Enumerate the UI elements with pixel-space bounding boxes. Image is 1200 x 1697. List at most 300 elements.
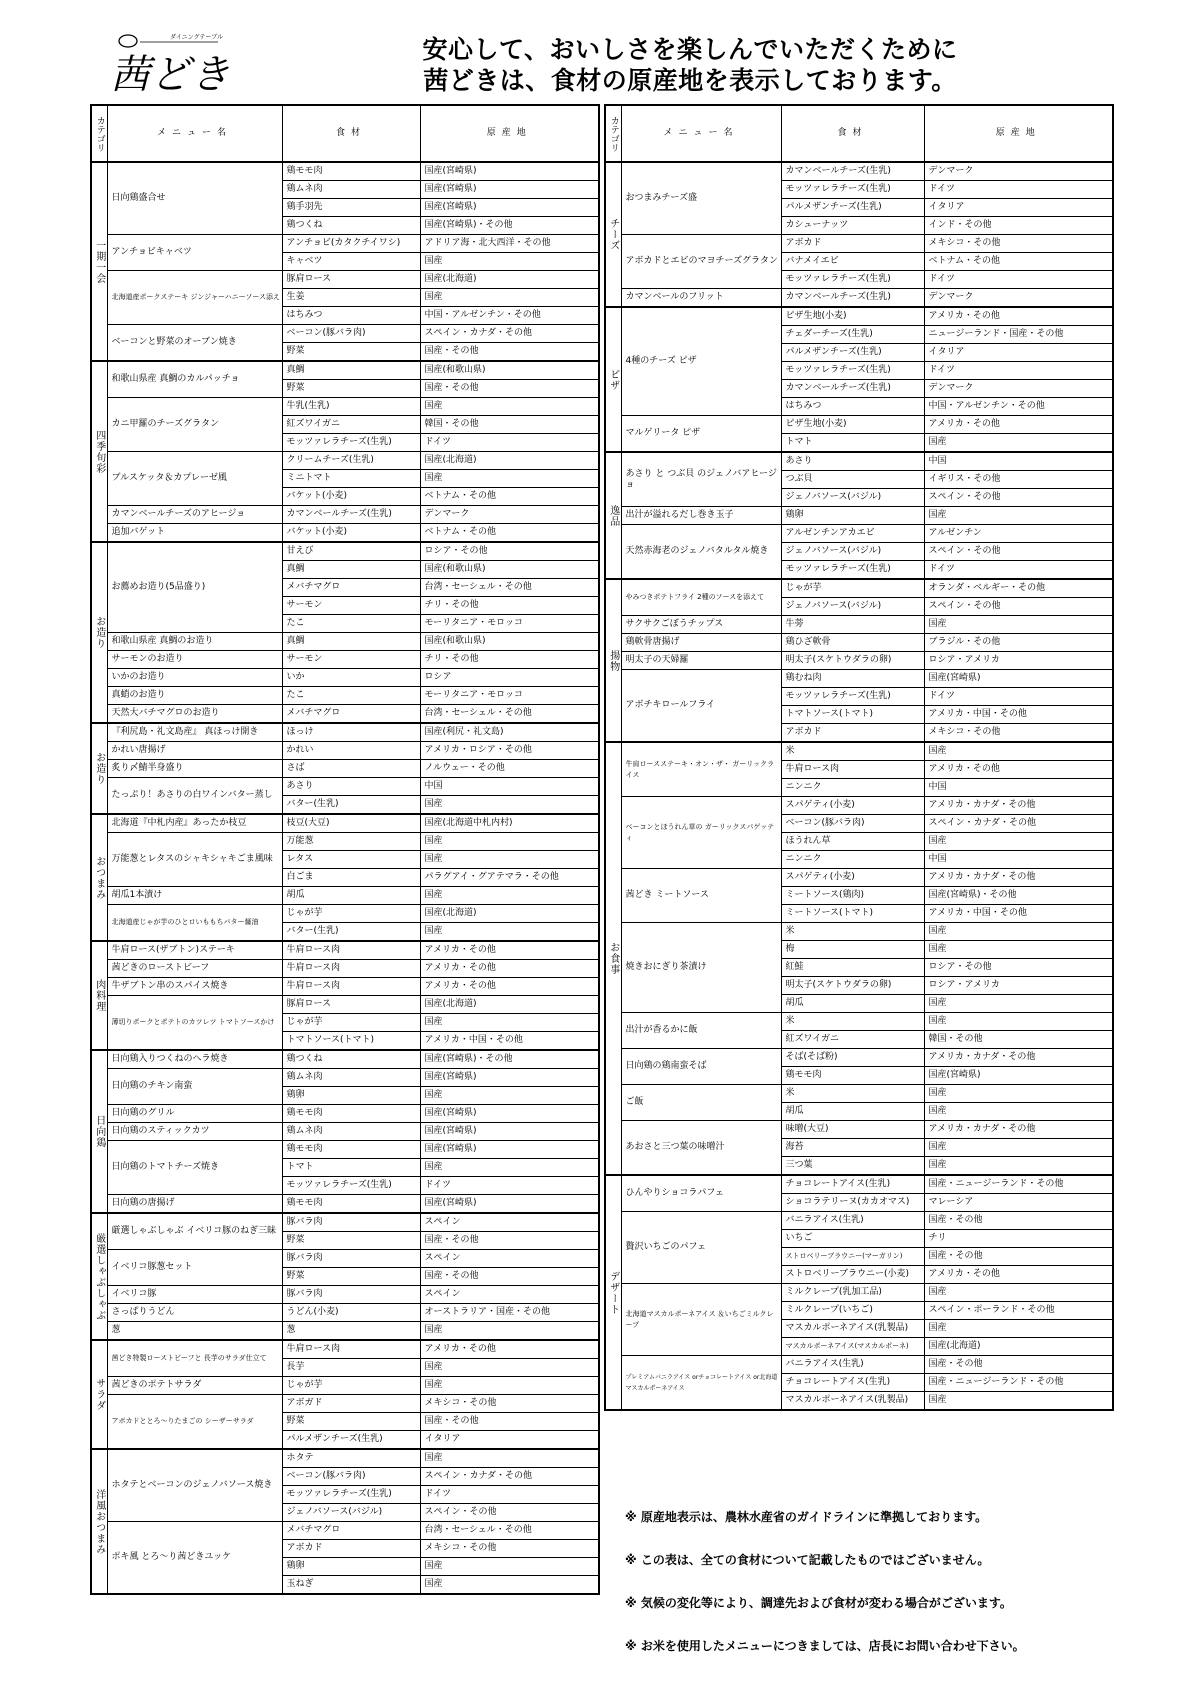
menu-name-cell: 茜どきのポテトサラダ (107, 1377, 282, 1395)
ingredient-cell: 三つ葉 (781, 1157, 924, 1176)
menu-name-cell: 茜どきのローストビーフ (107, 960, 282, 978)
ingredient-cell: 牛肩ロース肉 (781, 761, 924, 779)
ingredient-cell: 鶏つくね (282, 217, 420, 235)
origin-cell: デンマーク (924, 380, 1113, 398)
origin-cell: アルゼンチン (924, 525, 1113, 543)
ingredient-cell: バケット(小麦) (282, 488, 420, 506)
table-row (91, 1322, 599, 1341)
ingredient-cell: つぶ貝 (781, 471, 924, 489)
origin-cell: アメリカ・その他 (420, 960, 599, 978)
ingredient-cell: カシューナッツ (781, 217, 924, 235)
ingredient-cell: アボカド (282, 1540, 420, 1558)
origin-cell: チリ・その他 (420, 651, 599, 669)
table-row (91, 1377, 599, 1395)
origin-cell: 国産(宮崎県) (420, 162, 599, 181)
origin-cell: ドイツ (924, 181, 1113, 199)
menu-name-cell: 天然大バチマグロのお造り (107, 705, 282, 724)
origin-cell: 国産(北海道) (420, 996, 599, 1014)
menu-name-cell: かれい唐揚げ (107, 742, 282, 760)
ingredient-cell: バター(生乳) (282, 796, 420, 815)
table-row (91, 978, 599, 996)
ingredient-cell: パルメザンチーズ(生乳) (781, 199, 924, 217)
header-ingredient: 食材 (282, 105, 420, 162)
menu-name-cell: 炙り〆鯖半身盛り (107, 760, 282, 778)
origin-cell: スペイン・その他 (924, 598, 1113, 616)
origin-cell: アメリカ・中国・その他 (924, 706, 1113, 724)
menu-name-cell: 北海道産じゃが芋のひとロいももちバター醤油 (107, 905, 282, 942)
ingredient-cell: アルゼンチンアカエビ (781, 525, 924, 543)
ingredient-cell: ミートソース(鶏肉) (781, 887, 924, 905)
origin-cell: ロシア・その他 (420, 542, 599, 561)
category-cell: 一期一会 (91, 162, 107, 361)
menu-name-cell: 北海道『中札内産』あったか枝豆 (107, 814, 282, 833)
menu-name-cell: ご飯 (621, 1085, 781, 1121)
origin-cell: デンマーク (420, 506, 599, 524)
menu-name-cell: 北海道産ポークステーキ ジンジャーハニーソース添え (107, 271, 282, 325)
ingredient-cell: ホタテ (282, 1449, 420, 1468)
origin-cell: アメリカ・その他 (420, 1340, 599, 1359)
origin-cell: スペイン・カナダ・その他 (924, 815, 1113, 833)
ingredient-cell: 牛乳(生乳) (282, 398, 420, 416)
ingredient-cell: カマンベールチーズ(生乳) (781, 289, 924, 308)
ingredient-cell: 葱 (282, 1322, 420, 1341)
table-row (605, 652, 1113, 670)
origin-cell: ベトナム・その他 (420, 524, 599, 543)
table-row (605, 1175, 1113, 1194)
origin-cell: 台湾・セーシェル・その他 (420, 1522, 599, 1540)
ingredient-cell: バナメイエビ (781, 253, 924, 271)
ingredient-cell: マスカルポーネアイス(マスカルポーネ) (781, 1338, 924, 1356)
ingredient-cell: 鶏ムネ肉 (282, 1123, 420, 1141)
origin-cell: 中国 (924, 779, 1113, 797)
table-row (91, 1522, 599, 1540)
origin-cell: 国産 (420, 470, 599, 488)
category-cell: おつまみ (91, 814, 107, 941)
origin-cell: アメリカ・その他 (420, 978, 599, 996)
menu-name-cell: 天然赤海老のジェノバタルタル焼き (621, 525, 781, 580)
ingredient-cell: チョコレートアイス(生乳) (781, 1374, 924, 1392)
origin-cell: 国産 (924, 434, 1113, 453)
menu-name-cell: 茜どき特製ローストビーフと 長芋のサラダ仕立て (107, 1340, 282, 1377)
menu-name-cell: 日向鶏の鶏南蛮そば (621, 1049, 781, 1085)
origin-cell: スペイン・ポーランド・その他 (924, 1302, 1113, 1320)
menu-name-cell: アンチョビキャベツ (107, 235, 282, 271)
ingredient-cell: じゃが芋 (282, 1377, 420, 1395)
origin-cell: イギリス・その他 (924, 471, 1113, 489)
origin-cell: チリ・その他 (420, 597, 599, 615)
ingredient-cell: 豚肩ロース (282, 271, 420, 289)
category-cell: 厳選しゃぶしゃぶ (91, 1213, 107, 1340)
ingredient-cell: パルメザンチーズ(生乳) (282, 1431, 420, 1450)
origin-cell: メキシコ・その他 (420, 1540, 599, 1558)
ingredient-cell: モッツァレラチーズ(生乳) (282, 434, 420, 452)
table-row (605, 1212, 1113, 1230)
table-row (91, 1286, 599, 1304)
table-row (91, 633, 599, 651)
menu-name-cell: おつまみチーズ盛 (621, 162, 781, 235)
table-row (605, 235, 1113, 253)
table-row (605, 1013, 1113, 1031)
ingredient-cell: うどん(小麦) (282, 1304, 420, 1322)
menu-name-cell: 贅沢いちごのパフェ (621, 1212, 781, 1284)
table-row (91, 723, 599, 742)
table-row (91, 814, 599, 833)
ingredient-cell: そば(そば粉) (781, 1049, 924, 1067)
ingredient-cell: じゃが芋 (282, 1014, 420, 1032)
ingredient-cell: パルメザンチーズ(生乳) (781, 344, 924, 362)
menu-name-cell: ひんやりショコラパフェ (621, 1175, 781, 1212)
menu-name-cell: 日向鶏盛合せ (107, 162, 282, 235)
origin-cell: アメリカ・その他 (924, 1266, 1113, 1284)
origin-cell: 中国・アルゼンチン・その他 (924, 398, 1113, 416)
table-row (91, 1340, 599, 1359)
origin-cell: ロシア (420, 669, 599, 687)
table-row (605, 162, 1113, 181)
origin-cell: ブラジル・その他 (924, 634, 1113, 652)
ingredient-cell: 鶏つくね (282, 1050, 420, 1069)
menu-name-cell: マルゲリータ ピザ (621, 416, 781, 453)
table-row (91, 524, 599, 543)
ingredient-cell: 胡瓜 (781, 1103, 924, 1121)
origin-cell: ロシア・アメリカ (924, 652, 1113, 670)
menu-name-cell: 牛肩ロースステーキ・オン・ザ・ ガーリックライス (621, 742, 781, 797)
menu-name-cell: さっぱりうどん (107, 1304, 282, 1322)
ingredient-cell: ミルクレープ(乳加工品) (781, 1284, 924, 1302)
table-row (605, 1284, 1113, 1302)
category-cell: サラダ (91, 1340, 107, 1449)
note-text: ※ この表は、全ての食材について記載したものではございません。 (625, 1553, 990, 1567)
origin-cell: 国産 (924, 1013, 1113, 1031)
ingredient-cell: チョコレートアイス(生乳) (781, 1175, 924, 1194)
ingredient-cell: スパゲティ(小麦) (781, 869, 924, 887)
ingredient-cell: 長芋 (282, 1359, 420, 1377)
ingredient-cell: モッツァレラチーズ(生乳) (781, 181, 924, 199)
ingredient-cell: 鶏むね肉 (781, 670, 924, 688)
origin-cell: 国産(宮崎県) (924, 1067, 1113, 1085)
origin-cell: ニュージーランド・国産・その他 (924, 326, 1113, 344)
origin-cell: マレーシア (924, 1194, 1113, 1212)
ingredient-cell: 牛肩ロース肉 (282, 960, 420, 978)
ingredient-cell: トマトソース(トマト) (282, 1032, 420, 1051)
table-row (91, 1050, 599, 1069)
ingredient-cell: 豚肩ロース (282, 996, 420, 1014)
menu-name-cell: 日向鶏のスティックカツ (107, 1123, 282, 1141)
origin-cell: 国産・その他 (924, 1248, 1113, 1266)
origin-cell: 国産(北海道中札内村) (420, 814, 599, 833)
menu-name-cell: 日向鶏の唐揚げ (107, 1195, 282, 1214)
brand-logo (108, 28, 238, 98)
origin-cell: 韓国・その他 (924, 1031, 1113, 1049)
origin-cell: スペイン (420, 1213, 599, 1232)
table-row (91, 778, 599, 796)
origin-cell: 国産(和歌山県) (420, 561, 599, 579)
ingredient-cell: 真鯛 (282, 361, 420, 380)
ingredient-cell: 鶏ひざ軟骨 (781, 634, 924, 652)
origin-cell: 国産 (420, 1576, 599, 1595)
table-row (91, 833, 599, 851)
origin-cell: 国産 (924, 1320, 1113, 1338)
ingredient-cell: 玉ねぎ (282, 1576, 420, 1595)
header-origin: 原産地 (420, 105, 599, 162)
origin-cell: 国産 (924, 1103, 1113, 1121)
ingredient-cell: 牛肩ロース肉 (282, 1340, 420, 1359)
notes-section (625, 1508, 1185, 1680)
ingredient-cell: たこ (282, 687, 420, 705)
origin-cell: 中国 (420, 778, 599, 796)
ingredient-cell: ほっけ (282, 723, 420, 742)
ingredient-cell: ミニトマト (282, 470, 420, 488)
table-row (91, 669, 599, 687)
ingredient-cell: 枝豆(大豆) (282, 814, 420, 833)
origin-cell: メキシコ・その他 (420, 1395, 599, 1413)
ingredient-cell: ジェノバソース(バジル) (781, 598, 924, 616)
ingredient-cell: いちご (781, 1230, 924, 1248)
origin-cell: ドイツ (924, 362, 1113, 380)
ingredient-cell: アンチョビ(カタクチイワシ) (282, 235, 420, 253)
origin-cell: ベトナム・その他 (924, 253, 1113, 271)
origin-cell: 国産 (420, 887, 599, 905)
origin-cell: 国産(利尻・礼文島) (420, 723, 599, 742)
table-row (605, 797, 1113, 815)
table-row (605, 579, 1113, 598)
menu-name-cell: アボカドととろ〜りたまごの シーザーサラダ (107, 1395, 282, 1450)
origin-cell: アメリカ・カナダ・その他 (924, 797, 1113, 815)
origin-cell: 国産 (420, 1449, 599, 1468)
origin-cell: オランダ・ベルギー・その他 (924, 579, 1113, 598)
menu-name-cell: 日向鶏入りつくねのヘラ焼き (107, 1050, 282, 1069)
menu-name-cell: サーモンのお造り (107, 651, 282, 669)
origin-cell: スペイン・カナダ・その他 (420, 1468, 599, 1486)
table-row (91, 887, 599, 905)
table-row (605, 525, 1113, 543)
menu-name-cell: 厳選しゃぶしゃぶ イベリコ豚のねぎ三昧 (107, 1213, 282, 1250)
ingredient-cell: 鶏卵 (781, 507, 924, 525)
category-cell: ピザ (605, 307, 621, 452)
menu-name-cell: 胡瓜1本漬け (107, 887, 282, 905)
menu-name-cell: ポキ風 とろ〜り茜どきユッケ (107, 1522, 282, 1595)
table-row (605, 416, 1113, 434)
menu-name-cell: あさり と つぶ貝 のジェノバアヒージョ (621, 452, 781, 507)
menu-name-cell: サクサクごぼうチップス (621, 616, 781, 634)
ingredient-cell: マスカルポーネアイス(乳製品) (781, 1320, 924, 1338)
ingredient-cell: 胡瓜 (282, 887, 420, 905)
ingredient-cell: トマトソース(トマト) (781, 706, 924, 724)
menu-name-cell: 牛ザブトン串のスパイス焼き (107, 978, 282, 996)
origin-cell: 国産 (420, 1377, 599, 1395)
table-row (605, 1356, 1113, 1374)
origin-cell: 国産(宮崎県)・その他 (420, 1050, 599, 1069)
header-menu: メニュー名 (621, 105, 781, 162)
origin-cell: 国産(北海道) (924, 1338, 1113, 1356)
ingredient-cell: 野菜 (282, 380, 420, 398)
origin-cell: スペイン・その他 (924, 543, 1113, 561)
table-row (605, 1121, 1113, 1139)
ingredient-cell: ストロベリーブラウニー(マーガリン) (781, 1248, 924, 1266)
origin-cell: スペイン・その他 (420, 1504, 599, 1522)
ingredient-cell: カマンベールチーズ(生乳) (781, 380, 924, 398)
origin-cell: 国産 (924, 1284, 1113, 1302)
origin-cell: 国産(和歌山県) (420, 633, 599, 651)
table-row (91, 941, 599, 960)
ingredient-cell: 豚バラ肉 (282, 1250, 420, 1268)
origin-cell: 国産 (420, 833, 599, 851)
menu-name-cell: カニ甲羅のチーズグラタン (107, 398, 282, 452)
origin-cell: ドイツ (420, 1486, 599, 1504)
ingredient-cell: レタス (282, 851, 420, 869)
ingredient-cell: 野菜 (282, 1413, 420, 1431)
ingredient-cell: 豚バラ肉 (282, 1213, 420, 1232)
origin-cell: 国産(宮崎県) (924, 670, 1113, 688)
origin-cell: イタリア (420, 1431, 599, 1450)
ingredient-cell: 真鯛 (282, 633, 420, 651)
ingredient-cell: 米 (781, 1013, 924, 1031)
ingredient-cell: 米 (781, 1085, 924, 1103)
origin-cell: アメリカ・カナダ・その他 (924, 869, 1113, 887)
menu-name-cell: 真蛸のお造り (107, 687, 282, 705)
menu-name-cell: やみつきポテトフライ 2種のソースを添えて (621, 579, 781, 616)
origin-cell: モーリタニア・モロッコ (420, 615, 599, 633)
origin-cell: 国産・その他 (924, 1356, 1113, 1374)
menu-name-cell: カマンベールのフリット (621, 289, 781, 308)
origin-cell: 国産 (420, 1087, 599, 1105)
origin-cell: スペイン・カナダ・その他 (420, 325, 599, 343)
origin-cell: 国産(宮崎県)・その他 (420, 217, 599, 235)
ingredient-cell: あさり (781, 452, 924, 471)
origin-table-right (604, 104, 1114, 1411)
origin-cell: 国産 (420, 796, 599, 815)
table-row (91, 235, 599, 253)
origin-cell: ノルウェー・その他 (420, 760, 599, 778)
ingredient-cell: 真鯛 (282, 561, 420, 579)
origin-cell: 国産(宮崎県) (420, 1123, 599, 1141)
ingredient-cell: 梅 (781, 941, 924, 959)
ingredient-cell: 生姜 (282, 289, 420, 307)
table-row (91, 452, 599, 470)
ingredient-cell: キャベツ (282, 253, 420, 271)
origin-cell: 国産・その他 (420, 1413, 599, 1431)
header-origin: 原産地 (924, 105, 1113, 162)
origin-cell: ロシア・その他 (924, 959, 1113, 977)
origin-cell: ベトナム・その他 (420, 488, 599, 506)
origin-cell: アメリカ・その他 (420, 941, 599, 960)
menu-name-cell: 葱 (107, 1322, 282, 1341)
ingredient-cell: 野菜 (282, 1268, 420, 1286)
ingredient-cell: ピザ生地(小麦) (781, 416, 924, 434)
ingredient-cell: 野菜 (282, 343, 420, 362)
origin-cell: 国産(宮崎県) (420, 1141, 599, 1159)
ingredient-cell: 鶏卵 (282, 1087, 420, 1105)
ingredient-cell: 胡瓜 (781, 995, 924, 1013)
origin-cell: 中国 (924, 851, 1113, 869)
table-row (91, 1141, 599, 1159)
logo-text: 茜どき (110, 52, 230, 98)
ingredient-cell: 甘えび (282, 542, 420, 561)
menu-name-cell: 和歌山県産 真鯛のお造り (107, 633, 282, 651)
origin-cell: メキシコ・その他 (924, 235, 1113, 253)
ingredient-cell: モッツァレラチーズ(生乳) (282, 1486, 420, 1504)
menu-name-cell: 『利尻島・礼文島産』 真ほっけ開き (107, 723, 282, 742)
ingredient-cell: モッツァレラチーズ(生乳) (781, 561, 924, 580)
table-row (605, 289, 1113, 308)
category-cell: デザート (605, 1175, 621, 1410)
origin-cell: 国産 (924, 1157, 1113, 1176)
ingredient-cell: 鶏ムネ肉 (282, 181, 420, 199)
ingredient-cell: さば (282, 760, 420, 778)
menu-name-cell: 北海道マスカルポーネアイス ＆いちごミルクレープ (621, 1284, 781, 1356)
category-cell: 洋風おつまみ (91, 1449, 107, 1594)
ingredient-cell: モッツァレラチーズ(生乳) (781, 271, 924, 289)
origin-cell: アメリカ・中国・その他 (420, 1032, 599, 1051)
menu-name-cell: 焼きおにぎり茶漬け (621, 923, 781, 1013)
table-row (605, 1049, 1113, 1067)
ingredient-cell: ニンニク (781, 779, 924, 797)
table-row (91, 1195, 599, 1214)
table-row (605, 307, 1113, 326)
origin-cell: 国産(宮崎県) (420, 1069, 599, 1087)
table-row (605, 452, 1113, 471)
category-cell: お造り (91, 542, 107, 723)
menu-name-cell: ブルスケッタ＆カプレーゼ風 (107, 452, 282, 506)
table-row (91, 687, 599, 705)
origin-cell: 国産 (924, 941, 1113, 959)
origin-cell: メキシコ・その他 (924, 724, 1113, 743)
ingredient-cell: チェダーチーズ(生乳) (781, 326, 924, 344)
ingredient-cell: ピザ生地(小麦) (781, 307, 924, 326)
category-cell: 逸品 (605, 452, 621, 579)
origin-cell: アメリカ・その他 (924, 761, 1113, 779)
menu-name-cell: いかのお造り (107, 669, 282, 687)
table-row (91, 760, 599, 778)
menu-name-cell: ベーコンと野菜のオーブン焼き (107, 325, 282, 362)
brand-logo-mark (108, 28, 238, 98)
table-row (91, 1069, 599, 1087)
origin-cell: デンマーク (924, 162, 1113, 181)
origin-cell: 国産 (420, 1558, 599, 1576)
origin-cell: 国産 (924, 1139, 1113, 1157)
table-row (91, 542, 599, 561)
origin-table-left (90, 104, 600, 1595)
ingredient-cell: 海苔 (781, 1139, 924, 1157)
origin-cell: 国産・その他 (420, 1268, 599, 1286)
ingredient-cell: トマト (781, 434, 924, 453)
ingredient-cell: モッツァレラチーズ(生乳) (282, 1177, 420, 1195)
ingredient-cell: ジェノバソース(バジル) (282, 1504, 420, 1522)
ingredient-cell: サーモン (282, 597, 420, 615)
ingredient-cell: 万能葱 (282, 833, 420, 851)
ingredient-cell: たこ (282, 615, 420, 633)
table-row (91, 960, 599, 978)
origin-cell: ドイツ (924, 688, 1113, 706)
origin-cell: 国産 (924, 995, 1113, 1013)
note-text: ※ お米を使用したメニューにつきましては、店長にお問い合わせ下さい。 (625, 1639, 1025, 1653)
origin-cell: 国産(宮崎県) (420, 199, 599, 217)
ingredient-cell: ストロベリーブラウニー(小麦) (781, 1266, 924, 1284)
ingredient-cell: 鶏モモ肉 (282, 162, 420, 181)
origin-cell: 国産 (924, 616, 1113, 634)
origin-cell: 国産 (924, 833, 1113, 851)
category-cell: 日向鶏 (91, 1050, 107, 1213)
origin-cell: 国産 (420, 289, 599, 307)
menu-name-cell: 出汁が香るかに飯 (621, 1013, 781, 1049)
origin-cell: 国産・その他 (420, 343, 599, 362)
origin-cell: 台湾・セーシェル・その他 (420, 579, 599, 597)
origin-cell: 国産 (420, 1322, 599, 1341)
ingredient-cell: スパゲティ(小麦) (781, 797, 924, 815)
origin-cell: 国産 (924, 923, 1113, 941)
ingredient-cell: 紅ズワイガニ (282, 416, 420, 434)
ingredient-cell: モッツァレラチーズ(生乳) (781, 688, 924, 706)
origin-cell: 国産(北海道) (420, 271, 599, 289)
